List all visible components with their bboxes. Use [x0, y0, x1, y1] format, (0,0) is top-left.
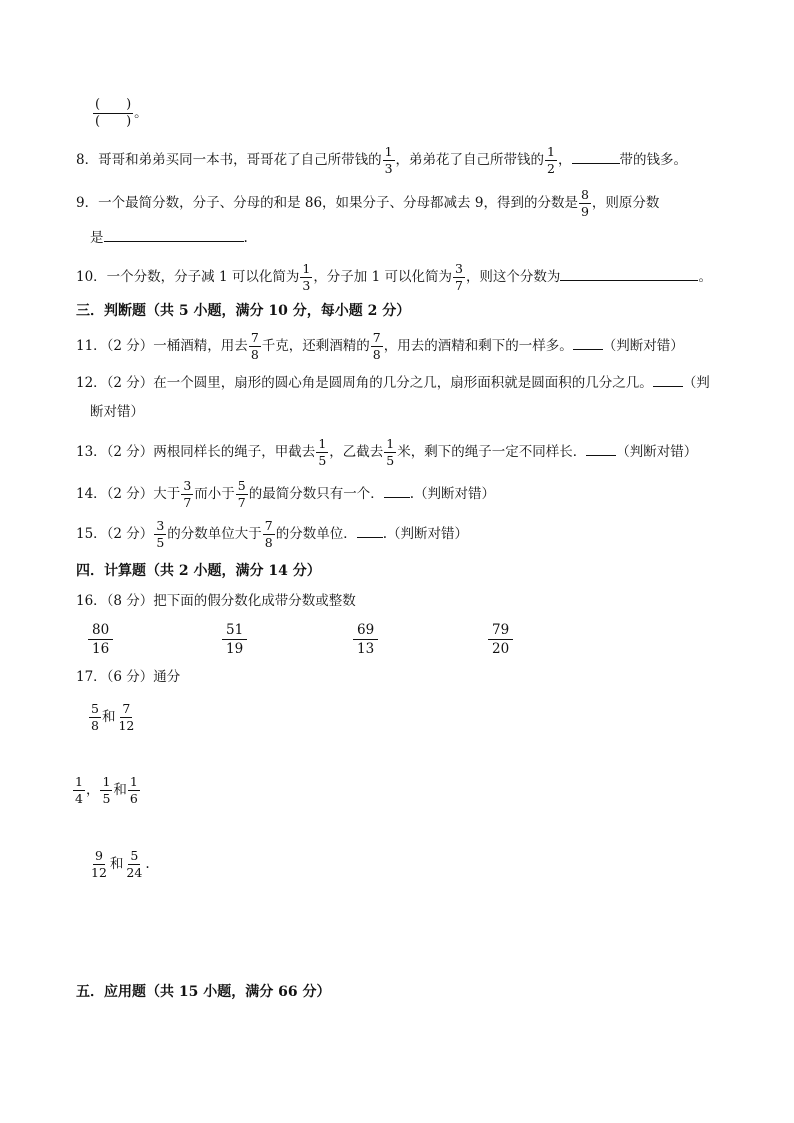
fraction — [236, 479, 248, 510]
question-8 — [76, 145, 687, 176]
fraction-numerator: 5 — [130, 848, 139, 863]
q10-text: ，则这个分数为 — [465, 269, 561, 285]
fraction-numerator: 3 — [454, 261, 463, 276]
question-15 — [76, 519, 468, 550]
answer-blank[interactable] — [573, 335, 603, 350]
answer-blank[interactable] — [560, 266, 698, 281]
fraction-denominator: 8 — [372, 347, 381, 362]
question-9 — [76, 188, 659, 219]
q11-text: （判断对错） — [602, 338, 684, 354]
fraction-numerator: 9 — [94, 848, 103, 863]
conjunction: 和 — [109, 856, 124, 872]
q17-part-1 — [88, 702, 137, 733]
q12-text: 12．（2 分）在一个圆里，扇形的圆心角是圆周角的几分之几，扇形面积就是圆面积的几分之几。 — [76, 375, 653, 391]
answer-blank[interactable] — [104, 227, 244, 242]
question-12-line2: 断对错） — [90, 404, 144, 420]
answer-blank[interactable] — [586, 441, 616, 456]
fraction — [154, 519, 166, 550]
fraction — [579, 188, 591, 219]
fraction — [128, 775, 140, 806]
q8-text: 带的钱多。 — [619, 152, 687, 168]
q17-part-3 — [88, 849, 150, 880]
fraction-numerator: 69 — [353, 622, 378, 640]
fraction — [300, 262, 312, 293]
fraction-denominator: 7 — [237, 495, 246, 510]
fraction-denominator: ( ) — [95, 114, 132, 129]
conjunction: 和 — [101, 709, 116, 725]
fraction-denominator: 7 — [183, 495, 192, 510]
q11-text: 千克，还剩酒精的 — [261, 338, 370, 354]
fraction-numerator: 79 — [488, 622, 513, 640]
fraction-denominator: 8 — [264, 535, 273, 550]
q10-text: 。 — [698, 269, 712, 285]
q13-text: （判断对错） — [616, 444, 698, 460]
fraction — [371, 331, 383, 362]
fraction-numerator: 1 — [318, 436, 327, 451]
q9-text: ，则原分数 — [591, 195, 660, 211]
answer-blank[interactable] — [572, 149, 620, 164]
fraction — [263, 519, 275, 550]
fraction-denominator: 5 — [102, 791, 111, 806]
q15-text: .（判断对错） — [382, 526, 469, 542]
q15-text: 的分数单位大于 — [167, 526, 262, 542]
fraction — [181, 479, 193, 510]
fraction-denominator: 5 — [318, 453, 327, 468]
fraction-denominator: 9 — [580, 204, 589, 219]
fraction-denominator: 5 — [156, 535, 165, 550]
fraction-numerator: 1 — [102, 774, 111, 789]
fraction-numerator: 7 — [372, 330, 381, 345]
fraction-denominator: 12 — [118, 718, 135, 733]
fraction-denominator: 12 — [91, 865, 107, 880]
q11-text: 11．（2 分）一桶酒精，用去 — [76, 338, 248, 354]
fraction-numerator: 1 — [129, 774, 138, 789]
period: 。 — [134, 105, 148, 121]
blank-fraction — [93, 98, 133, 129]
q8-text: 8．哥哥和弟弟买同一本书，哥哥花了自己所带钱的 — [76, 152, 382, 168]
improper-fraction — [353, 622, 378, 657]
improper-fraction — [222, 622, 247, 657]
fraction-numerator: 80 — [88, 622, 113, 640]
q13-text: 13．（2 分）两根同样长的绳子，甲截去 — [76, 444, 316, 460]
q9-text: . — [243, 230, 248, 246]
section-3-heading: 三．判断题（共 5 小题，满分 10 分，每小题 2 分） — [76, 303, 411, 319]
fraction-denominator: 3 — [384, 161, 393, 176]
fraction-numerator: 1 — [302, 261, 311, 276]
question-12 — [76, 372, 710, 393]
q14-text: 而小于 — [194, 486, 235, 502]
question-17-title: 17．（6 分）通分 — [76, 669, 181, 685]
fraction-denominator: 7 — [454, 278, 463, 293]
fraction-numerator: 1 — [384, 144, 393, 159]
fraction-numerator: 1 — [547, 144, 555, 159]
fraction-numerator: 8 — [580, 187, 589, 202]
conjunction: 和 — [113, 782, 127, 798]
fraction-denominator: 19 — [226, 641, 244, 657]
fraction-denominator: 4 — [75, 791, 83, 806]
question-9-line2 — [90, 227, 248, 248]
answer-blank[interactable] — [357, 523, 383, 538]
fraction — [73, 775, 85, 806]
answer-blank[interactable] — [653, 372, 683, 387]
q15-text: 的分数单位． — [275, 526, 357, 542]
fraction — [316, 437, 328, 468]
fraction-numerator: 7 — [122, 701, 131, 716]
fraction-denominator: 3 — [302, 278, 311, 293]
fraction — [124, 849, 144, 880]
fraction-denominator: 13 — [357, 641, 375, 657]
fraction — [89, 849, 109, 880]
question-14 — [76, 479, 495, 510]
question-11 — [76, 331, 684, 362]
fraction-numerator: 1 — [75, 774, 83, 789]
leftover-answer — [92, 98, 148, 129]
fraction — [116, 702, 136, 733]
section-5-heading: 五．应用题（共 15 小题，满分 66 分） — [76, 984, 331, 1000]
q13-text: 米，剩下的绳子一定不同样长． — [397, 444, 587, 460]
fraction-denominator: 6 — [129, 791, 138, 806]
fraction-denominator: 20 — [492, 641, 510, 657]
answer-blank[interactable] — [384, 483, 410, 498]
q9-text: 9．一个最简分数，分子、分母的和是 86，如果分子、分母都减去 9，得到的分数是 — [76, 195, 578, 211]
fraction — [89, 702, 101, 733]
fraction — [453, 262, 465, 293]
q12-text: （判 — [682, 375, 710, 391]
fraction-numerator: 3 — [156, 518, 165, 533]
question-10 — [76, 262, 712, 293]
fraction-denominator: 8 — [91, 718, 99, 733]
section-4-heading: 四．计算题（共 2 小题，满分 14 分） — [76, 563, 321, 579]
fraction-numerator: 1 — [386, 436, 395, 451]
fraction-numerator: 51 — [222, 622, 247, 640]
question-13 — [76, 437, 697, 468]
q10-text: 10．一个分数，分子减 1 可以化简为 — [76, 269, 300, 285]
period: . — [145, 856, 150, 872]
improper-fraction — [88, 622, 113, 657]
fraction-numerator: ( ) — [95, 97, 132, 112]
q8-text: ，弟弟花了自己所带钱的 — [395, 152, 545, 168]
fraction-denominator: 16 — [92, 641, 110, 657]
fraction — [100, 775, 112, 806]
fraction-numerator: 3 — [183, 478, 192, 493]
q10-text: ，分子加 1 可以化简为 — [313, 269, 452, 285]
q15-text: 15．（2 分） — [76, 526, 154, 542]
q11-text: ，用去的酒精和剩下的一样多。 — [383, 338, 573, 354]
fraction-numerator: 5 — [91, 701, 99, 716]
question-16-title: 16．（8 分）把下面的假分数化成带分数或整数 — [76, 593, 356, 609]
fraction-numerator: 7 — [264, 518, 273, 533]
fraction-denominator: 24 — [126, 865, 143, 880]
q14-text: 的最简分数只有一个． — [248, 486, 384, 502]
q14-text: .（判断对错） — [409, 486, 496, 502]
fraction-denominator: 2 — [547, 161, 555, 176]
q14-text: 14．（2 分）大于 — [76, 486, 181, 502]
fraction-denominator: 5 — [386, 453, 395, 468]
fraction — [545, 145, 557, 176]
q8-text: ， — [558, 152, 572, 168]
q13-text: ，乙截去 — [329, 444, 384, 460]
q17-part-2 — [72, 775, 141, 806]
improper-fraction — [488, 622, 513, 657]
fraction-numerator: 5 — [237, 478, 246, 493]
fraction — [249, 331, 261, 362]
fraction-denominator: 8 — [250, 347, 259, 362]
fraction — [383, 145, 395, 176]
q9-text: 是 — [90, 230, 104, 246]
fraction-numerator: 7 — [250, 330, 259, 345]
fraction — [384, 437, 396, 468]
separator: ， — [85, 782, 100, 798]
